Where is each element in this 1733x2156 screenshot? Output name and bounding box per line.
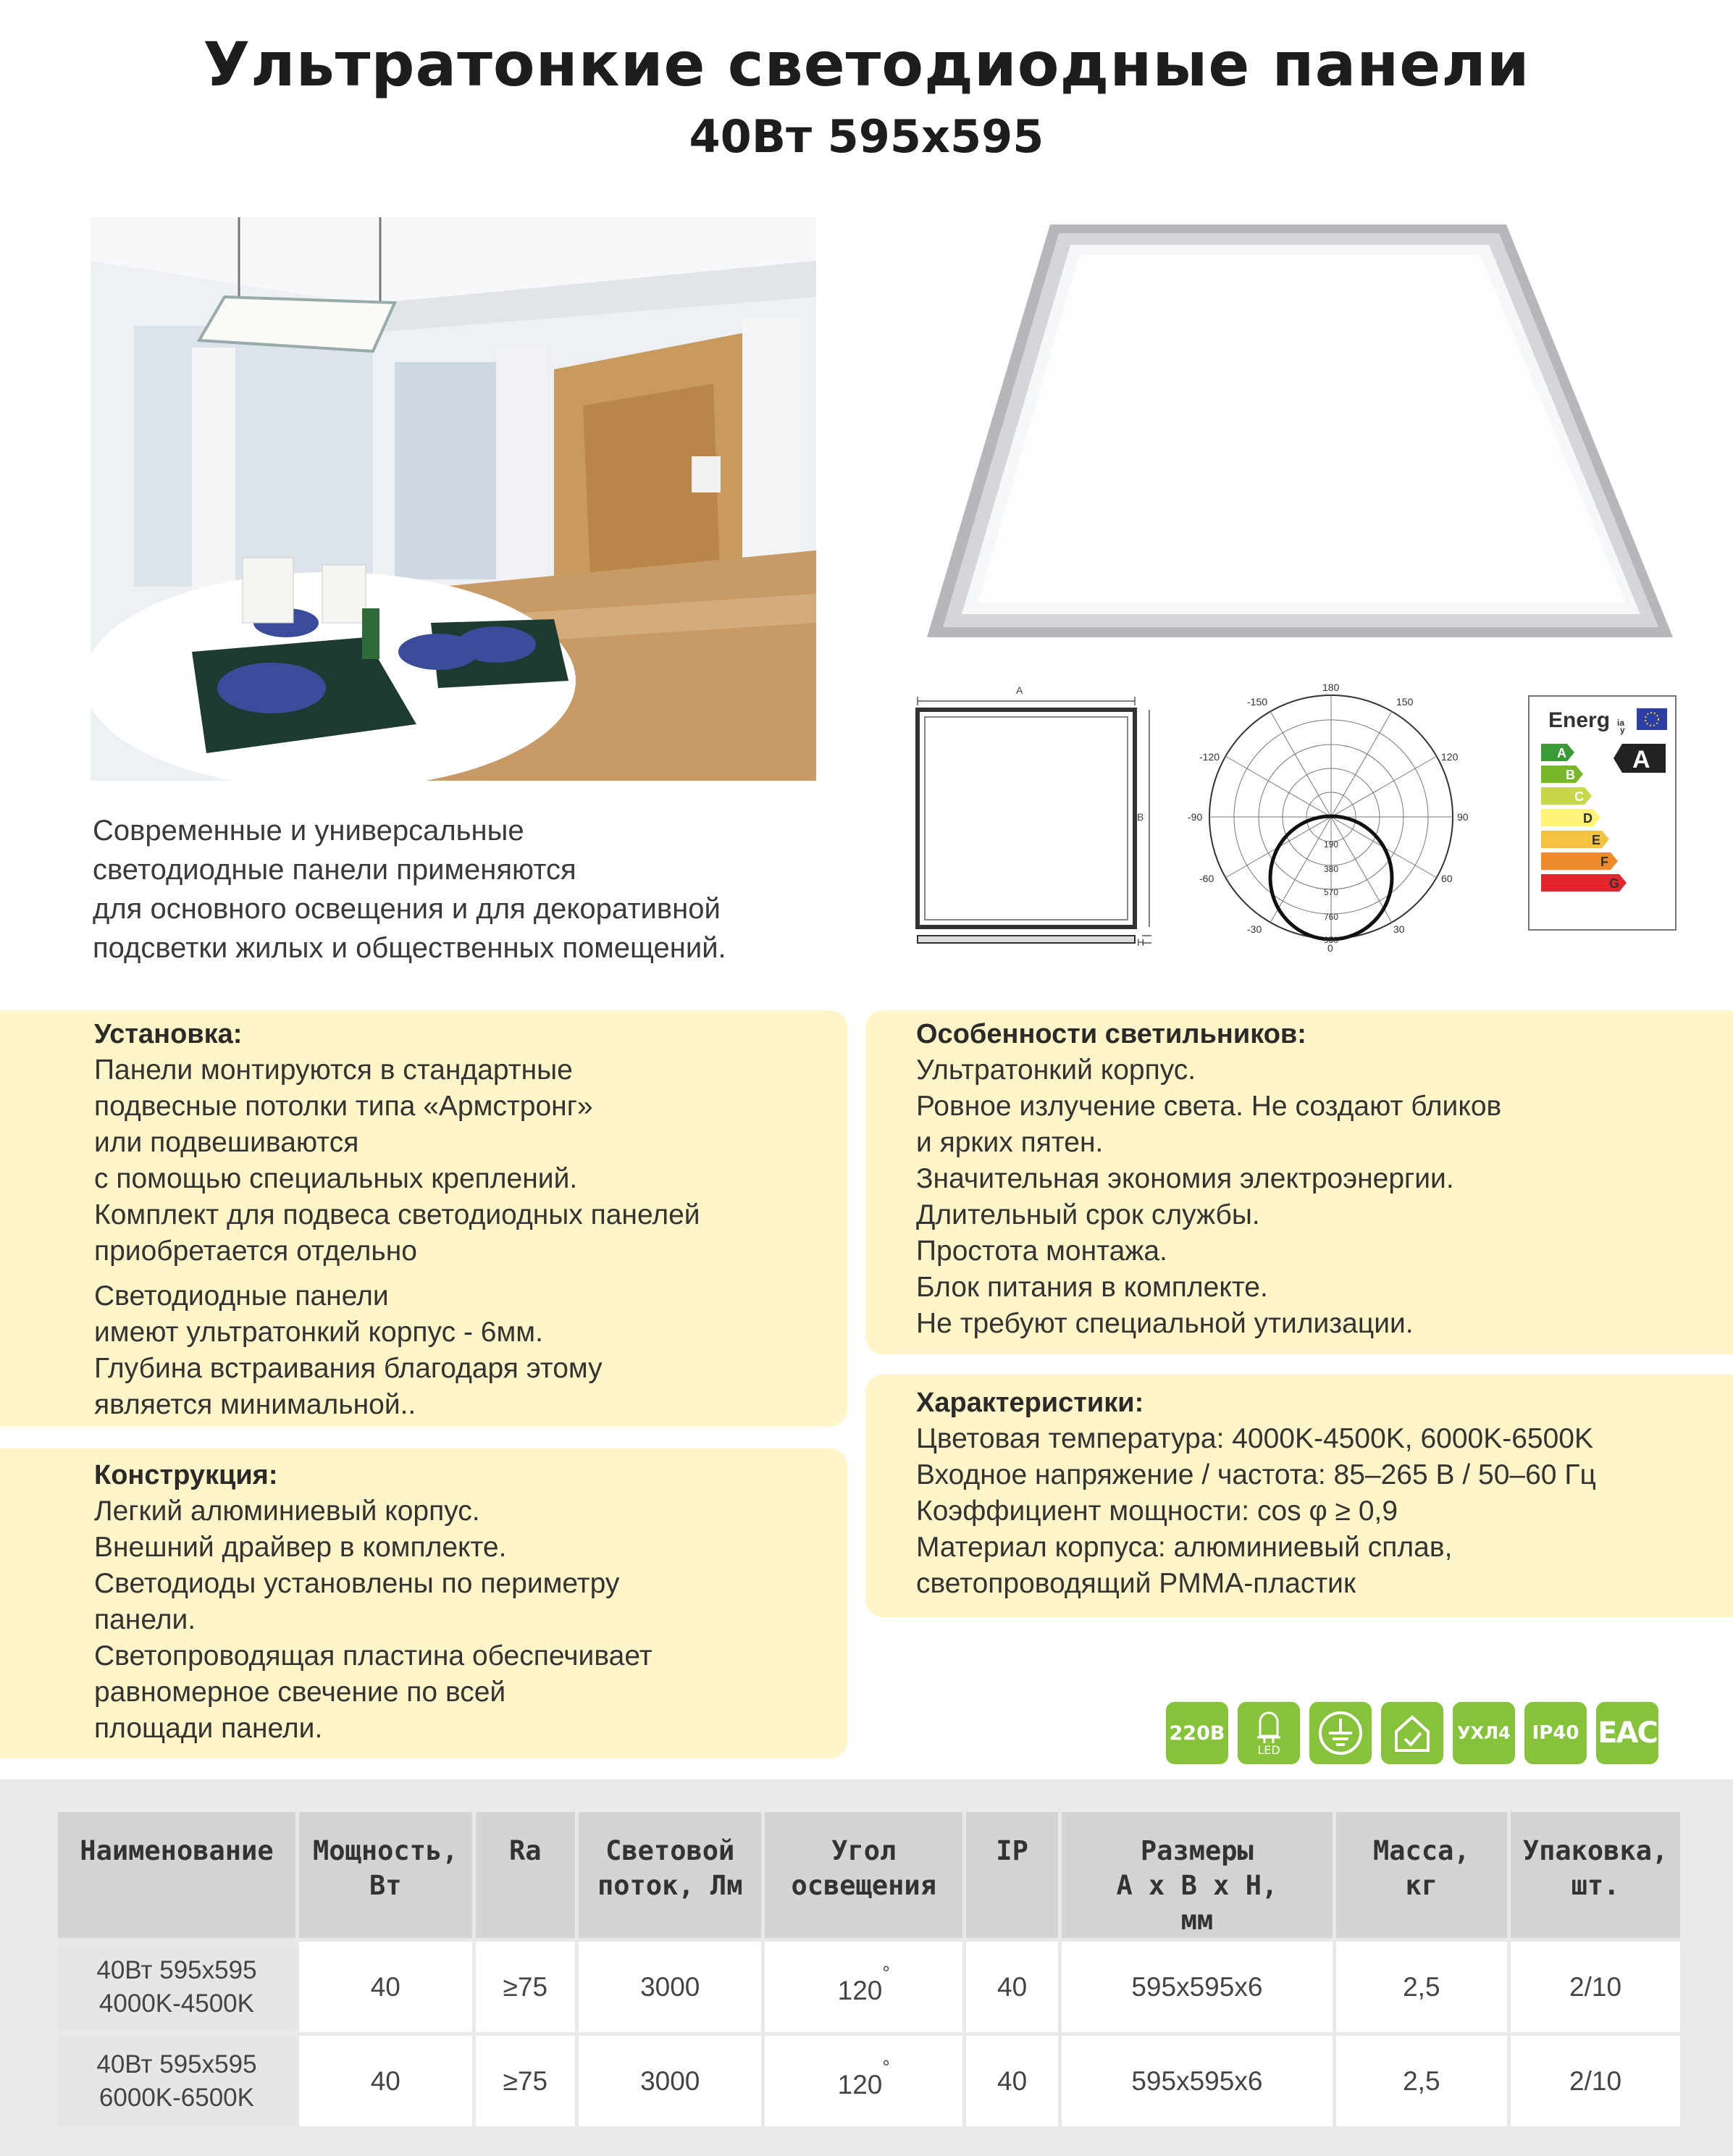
energy-bar-c — [1541, 787, 1592, 805]
install-line: Глубина встраивания благодаря этому — [94, 1353, 603, 1384]
specs-title: Характеристики: — [916, 1388, 1144, 1418]
polar-radial-570: 570 — [1324, 887, 1339, 897]
feature-line: и ярких пятен. — [916, 1127, 1104, 1158]
spec-line: Коэффициент мощности: cos φ ≥ 0,9 — [916, 1496, 1398, 1527]
cell-ip: 40 — [966, 2036, 1058, 2126]
svg-text:ia: ia — [1617, 718, 1625, 728]
cell-angle: 120° — [765, 1942, 962, 2032]
polar-angle-m120: -120 — [1199, 751, 1220, 763]
header-mass: Масса, кг — [1336, 1812, 1507, 1938]
room-photo — [91, 217, 816, 781]
polar-angle-120: 120 — [1441, 751, 1459, 763]
led-badge-label: LED — [1257, 1742, 1280, 1757]
install-line: Комплект для подвеса светодиодных панелей — [94, 1199, 700, 1230]
cell-ra: ≥75 — [476, 2036, 575, 2126]
svg-text:y: y — [1620, 725, 1625, 735]
installation-section — [0, 1010, 847, 1427]
climate-badge-label: УХЛ4 — [1457, 1723, 1511, 1743]
energy-bar-label: B — [1566, 768, 1575, 782]
construction-title: Конструкция: — [94, 1460, 278, 1490]
install-line: с помощью специальных креплений. — [94, 1163, 578, 1194]
features-section — [865, 1010, 1733, 1354]
polar-radial-950: 950 — [1324, 935, 1339, 945]
spec-line: Цветовая температура: 4000K-4500K, 6000K-6500K — [916, 1423, 1593, 1454]
features-title: Особенности светильников: — [916, 1019, 1306, 1049]
energy-bar-label: D — [1583, 811, 1593, 826]
energy-bar-label: G — [1609, 876, 1620, 891]
energy-bar-label: A — [1557, 746, 1566, 760]
spec-line: Входное напряжение / частота: 85–265 В / 50–60 Гц — [916, 1459, 1596, 1490]
dim-label-b: B — [1137, 811, 1144, 823]
polar-radial-760: 760 — [1324, 912, 1339, 922]
dimension-drawing — [909, 681, 1170, 956]
voltage-badge-label: 220В — [1169, 1721, 1225, 1745]
polar-radial-190: 190 — [1324, 839, 1339, 850]
feature-line: Блок питания в комплекте. — [916, 1272, 1268, 1303]
specifications-section — [865, 1375, 1733, 1617]
construction-line: Светодиоды установлены по периметру — [94, 1568, 620, 1599]
dim-label-h: H — [1137, 936, 1145, 948]
polar-angle-30: 30 — [1393, 923, 1405, 935]
energy-bar-label: F — [1600, 855, 1608, 869]
polar-angle-m150: -150 — [1247, 696, 1268, 708]
cell-name: 40Вт 595х595 6000K-6500K — [58, 2036, 295, 2126]
install-line: имеют ультратонкий корпус - 6мм. — [94, 1317, 543, 1348]
cell-flux: 3000 — [579, 2036, 761, 2126]
header-angle: Угол освещения — [765, 1812, 962, 1938]
installation-title: Установка: — [94, 1019, 243, 1049]
construction-line: Светопроводящая пластина обеспечивает — [94, 1640, 653, 1671]
feature-line: Простота монтажа. — [916, 1236, 1167, 1267]
indoor-use-icon — [1381, 1702, 1443, 1764]
table-row — [58, 2036, 1680, 2126]
light-distribution-diagram — [1188, 679, 1488, 955]
cell-name: 40Вт 595х595 4000K-4500K — [58, 1942, 295, 2032]
cell-mass: 2,5 — [1336, 1942, 1507, 2032]
construction-line: Внешний драйвер в комплекте. — [94, 1532, 507, 1563]
polar-angle-150: 150 — [1396, 696, 1414, 708]
construction-line: панели. — [94, 1604, 196, 1635]
header-ip: IP — [966, 1812, 1058, 1938]
ip-badge-label: IP40 — [1532, 1722, 1579, 1744]
install-line: является минимальной.. — [94, 1389, 416, 1420]
polar-angle-60: 60 — [1441, 873, 1453, 884]
intro-paragraph: Современные и универсальные светодиодные панели применяются для основного освещения и для декоративной подсветки жилых и общественных помещений. — [93, 815, 726, 964]
cell-flux: 3000 — [579, 1942, 761, 2032]
cell-angle: 120° — [765, 2036, 962, 2126]
energy-label — [1528, 695, 1677, 931]
header-ra: Ra — [476, 1812, 575, 1938]
spec-line: Материал корпуса: алюминиевый сплав, — [916, 1532, 1453, 1563]
polar-angle-m60: -60 — [1199, 873, 1214, 884]
energy-bar-label: C — [1574, 789, 1584, 804]
voltage-badge — [1166, 1702, 1228, 1764]
polar-angle-m30: -30 — [1247, 923, 1262, 935]
table-row — [58, 1942, 1680, 2032]
feature-line: Значительная экономия электроэнергии. — [916, 1163, 1454, 1194]
polar-angle-0: 0 — [1327, 942, 1333, 954]
cell-pack: 2/10 — [1511, 2036, 1680, 2126]
specs-table-section — [0, 1779, 1733, 2156]
cell-ra: ≥75 — [476, 1942, 575, 2032]
cell-pack: 2/10 — [1511, 1942, 1680, 2032]
header-flux: Световой поток, Лм — [579, 1812, 761, 1938]
header-power: Мощность, Вт — [299, 1812, 472, 1938]
cell-size: 595х595х6 — [1062, 1942, 1332, 2032]
certification-badges — [1166, 1702, 1673, 1764]
install-line: или подвешиваются — [94, 1127, 359, 1158]
install-line: Светодиодные панели — [94, 1280, 389, 1312]
cell-power: 40 — [299, 1942, 472, 2032]
eac-icon — [1596, 1702, 1658, 1764]
ip-badge — [1524, 1702, 1587, 1764]
led-icon — [1238, 1702, 1300, 1764]
install-line: подвесные потолки типа «Армстронг» — [94, 1091, 593, 1122]
polar-angle-90: 90 — [1457, 811, 1469, 823]
climate-badge — [1453, 1702, 1515, 1764]
construction-section — [0, 1448, 847, 1758]
cell-ip: 40 — [966, 1942, 1058, 2032]
page-title: Ультратонкие светодиодные панели — [203, 29, 1530, 100]
spec-line: светопроводящий PMMA-пластик — [916, 1568, 1356, 1599]
header-pack: Упаковка, шт. — [1511, 1812, 1680, 1938]
feature-line: Не требуют специальной утилизации. — [916, 1308, 1414, 1339]
dim-label-a: A — [1016, 684, 1023, 696]
page-subtitle: 40Вт 595х595 — [689, 110, 1044, 163]
cell-power: 40 — [299, 2036, 472, 2126]
polar-radial-380: 380 — [1324, 864, 1339, 874]
feature-line: Ровное излучение света. Не создают бликов — [916, 1091, 1502, 1122]
feature-line: Ультратонкий корпус. — [916, 1054, 1196, 1086]
install-line: Панели монтируются в стандартные — [94, 1054, 573, 1086]
energy-heading: Energ — [1548, 708, 1611, 732]
header-size: Размеры A x B x H, мм — [1062, 1812, 1332, 1938]
cell-mass: 2,5 — [1336, 2036, 1507, 2126]
specs-table — [54, 1808, 1684, 2130]
construction-line: площади панели. — [94, 1713, 323, 1744]
ground-icon — [1309, 1702, 1372, 1764]
energy-class-indicator: A — [1632, 746, 1650, 773]
energy-bar-b — [1541, 765, 1583, 783]
feature-line: Длительный срок службы. — [916, 1199, 1260, 1230]
polar-angle-m90: -90 — [1188, 811, 1203, 823]
cell-size: 595х595х6 — [1062, 2036, 1332, 2126]
polar-angle-180: 180 — [1322, 681, 1340, 693]
construction-line: Легкий алюминиевый корпус. — [94, 1496, 480, 1527]
construction-line: равномерное свечение по всей — [94, 1677, 506, 1708]
header-name: Наименование — [58, 1812, 295, 1938]
eac-badge-label: EAC — [1598, 1716, 1657, 1750]
led-panel-photo — [927, 217, 1674, 637]
energy-bar-label: E — [1592, 833, 1601, 847]
install-line: приобретается отдельно — [94, 1236, 417, 1267]
